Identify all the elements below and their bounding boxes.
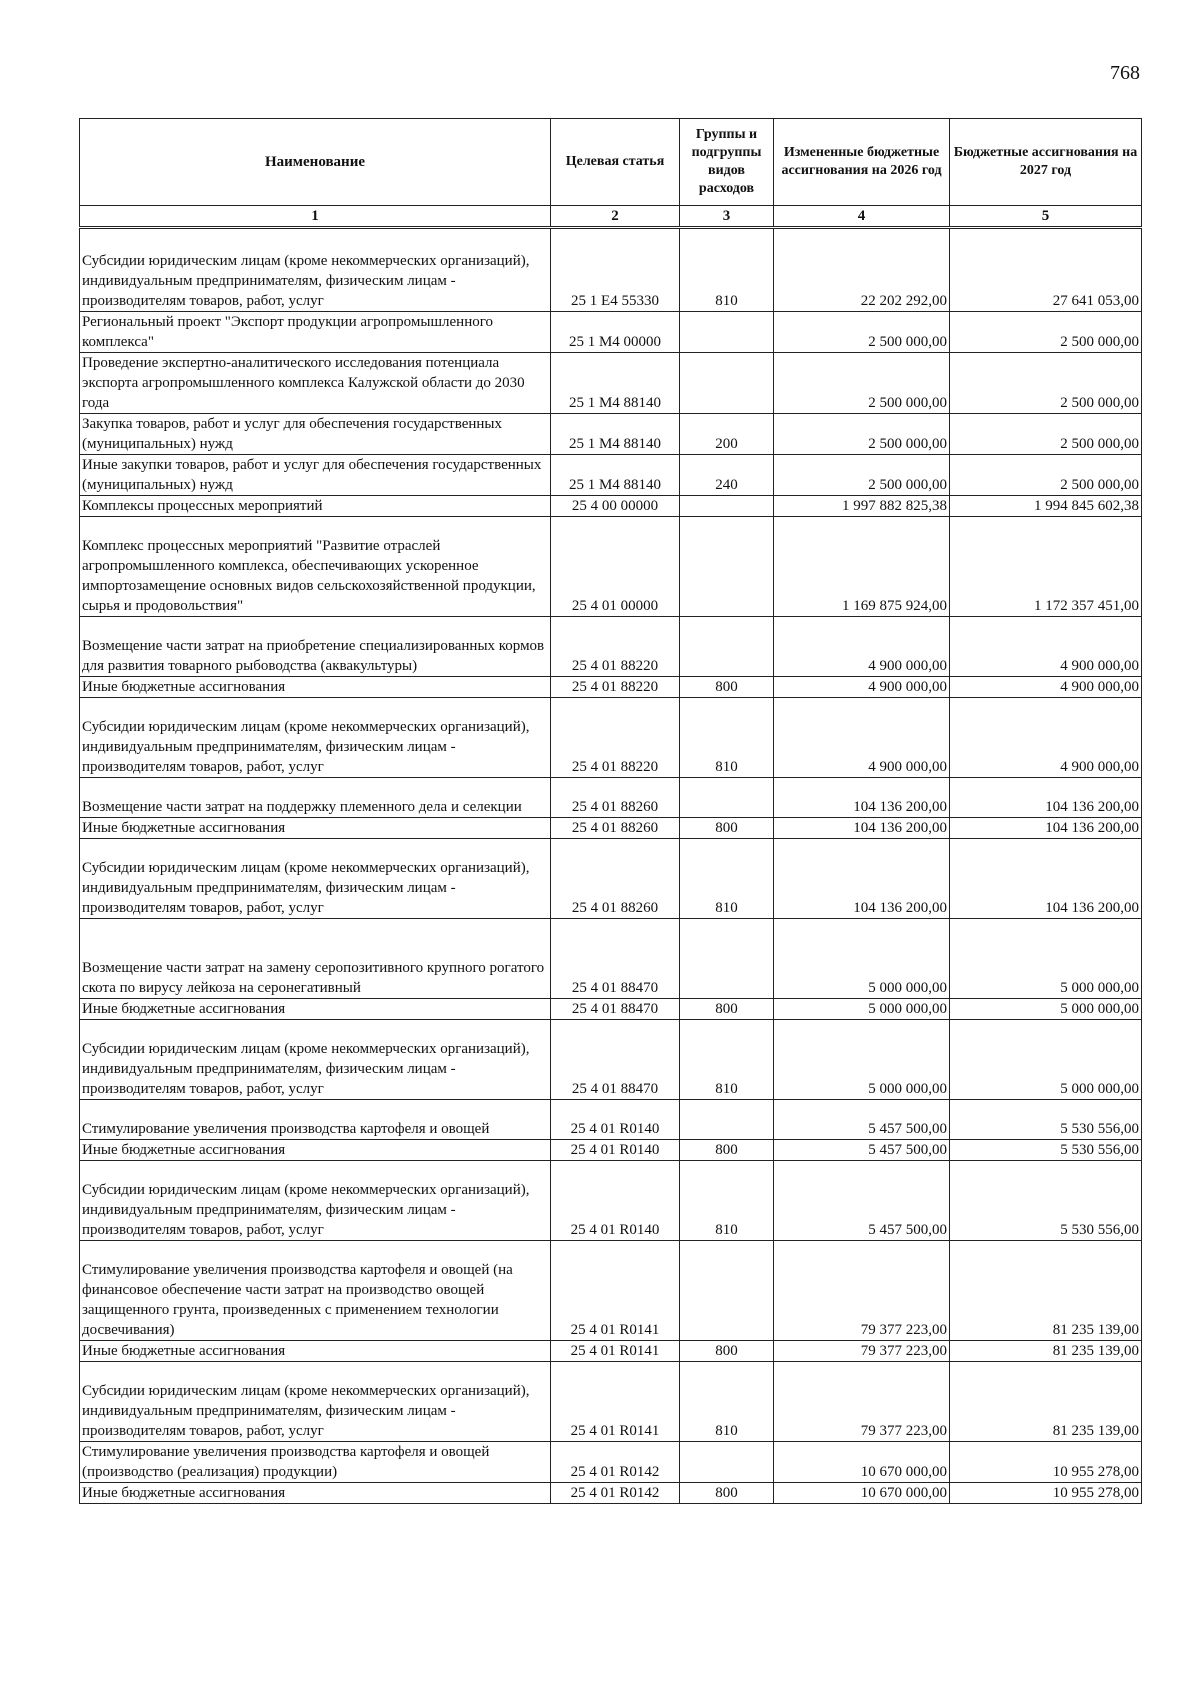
row-amount-2026: 2 500 000,00: [774, 353, 950, 414]
row-expense-group: [680, 919, 774, 999]
column-number: 3: [680, 206, 774, 228]
row-expense-group: 200: [680, 414, 774, 455]
row-expense-group: 810: [680, 1362, 774, 1442]
row-amount-2026: 10 670 000,00: [774, 1442, 950, 1483]
table-row: [80, 1341, 1142, 1362]
table-row: [80, 228, 1142, 312]
header-name: Наименование: [80, 119, 551, 206]
row-name: Субсидии юридическим лицам (кроме некоммерческих организаций), индивидуальным предпринимателям, физическим лицам - производителям товаров, работ, услуг: [80, 1020, 551, 1100]
table-row: [80, 1140, 1142, 1161]
row-expense-group: 800: [680, 1341, 774, 1362]
row-amount-2026: 4 900 000,00: [774, 698, 950, 778]
table-row: [80, 1161, 1142, 1241]
row-target-article: 25 1 M4 00000: [551, 312, 680, 353]
row-expense-group: 810: [680, 228, 774, 312]
row-expense-group: [680, 312, 774, 353]
row-target-article: 25 4 01 88470: [551, 999, 680, 1020]
table-row: [80, 312, 1142, 353]
table-row: [80, 1241, 1142, 1341]
row-target-article: 25 4 01 88470: [551, 1020, 680, 1100]
budget-table: [79, 118, 1142, 1504]
row-amount-2026: 4 900 000,00: [774, 677, 950, 698]
table-row: [80, 1020, 1142, 1100]
row-expense-group: 800: [680, 818, 774, 839]
row-amount-2026: 2 500 000,00: [774, 414, 950, 455]
row-target-article: 25 4 01 R0140: [551, 1100, 680, 1140]
row-amount-2027: 5 000 000,00: [950, 999, 1142, 1020]
row-amount-2027: 5 530 556,00: [950, 1161, 1142, 1241]
row-name: Проведение экспертно-аналитического исследования потенциала экспорта агропромышленного комплекса Калужской области до 2030 года: [80, 353, 551, 414]
table-row: [80, 1483, 1142, 1504]
row-name: Возмещение части затрат на поддержку племенного дела и селекции: [80, 778, 551, 818]
row-name: Субсидии юридическим лицам (кроме некоммерческих организаций), индивидуальным предпринимателям, физическим лицам - производителям товаров, работ, услуг: [80, 839, 551, 919]
row-target-article: 25 4 01 88470: [551, 919, 680, 999]
row-expense-group: [680, 1241, 774, 1341]
row-target-article: 25 4 01 88220: [551, 698, 680, 778]
row-name: Стимулирование увеличения производства картофеля и овощей (на финансовое обеспечение части затрат на производство овощей защищенного грунта, произведенных с применением технологии досвечивания): [80, 1241, 551, 1341]
column-number-row: [80, 206, 1142, 228]
row-name: Региональный проект "Экспорт продукции агропромышленного комплекса": [80, 312, 551, 353]
row-name: Стимулирование увеличения производства картофеля и овощей (производство (реализация) продукции): [80, 1442, 551, 1483]
row-target-article: 25 4 01 88260: [551, 818, 680, 839]
page-number: 768: [1110, 62, 1140, 84]
row-expense-group: 800: [680, 1140, 774, 1161]
row-amount-2027: 2 500 000,00: [950, 353, 1142, 414]
row-name: Иные бюджетные ассигнования: [80, 999, 551, 1020]
row-target-article: 25 1 M4 88140: [551, 414, 680, 455]
table-body: [80, 228, 1142, 1504]
row-target-article: 25 1 M4 88140: [551, 455, 680, 496]
row-amount-2026: 5 457 500,00: [774, 1161, 950, 1241]
row-target-article: 25 4 01 R0142: [551, 1483, 680, 1504]
row-expense-group: 240: [680, 455, 774, 496]
header-target-article: Целевая статья: [551, 119, 680, 206]
row-name: Комплексы процессных мероприятий: [80, 496, 551, 517]
table-row: [80, 919, 1142, 999]
row-amount-2026: 5 457 500,00: [774, 1100, 950, 1140]
row-amount-2027: 5 530 556,00: [950, 1140, 1142, 1161]
row-amount-2027: 2 500 000,00: [950, 414, 1142, 455]
table-row: [80, 455, 1142, 496]
column-number: 5: [950, 206, 1142, 228]
row-amount-2026: 104 136 200,00: [774, 778, 950, 818]
row-amount-2026: 79 377 223,00: [774, 1241, 950, 1341]
row-target-article: 25 4 01 R0140: [551, 1161, 680, 1241]
row-expense-group: [680, 1442, 774, 1483]
row-amount-2027: 10 955 278,00: [950, 1483, 1142, 1504]
row-name: Иные бюджетные ассигнования: [80, 1140, 551, 1161]
row-target-article: 25 4 01 R0141: [551, 1362, 680, 1442]
row-amount-2027: 1 994 845 602,38: [950, 496, 1142, 517]
row-amount-2026: 79 377 223,00: [774, 1341, 950, 1362]
row-name: Закупка товаров, работ и услуг для обеспечения государственных (муниципальных) нужд: [80, 414, 551, 455]
row-amount-2027: 5 000 000,00: [950, 1020, 1142, 1100]
table-row: [80, 1442, 1142, 1483]
row-expense-group: 810: [680, 1161, 774, 1241]
row-expense-group: 810: [680, 839, 774, 919]
table-row: [80, 839, 1142, 919]
row-amount-2027: 5 000 000,00: [950, 919, 1142, 999]
row-amount-2026: 4 900 000,00: [774, 617, 950, 677]
row-name: Иные закупки товаров, работ и услуг для обеспечения государственных (муниципальных) нужд: [80, 455, 551, 496]
row-amount-2027: 104 136 200,00: [950, 839, 1142, 919]
header-expense-group: Группы и подгруппы видов расходов: [680, 119, 774, 206]
table-row: [80, 778, 1142, 818]
row-name: Субсидии юридическим лицам (кроме некоммерческих организаций), индивидуальным предпринимателям, физическим лицам - производителям товаров, работ, услуг: [80, 698, 551, 778]
row-amount-2027: 5 530 556,00: [950, 1100, 1142, 1140]
table-header: [80, 119, 1142, 228]
table-row: [80, 414, 1142, 455]
row-expense-group: 810: [680, 698, 774, 778]
row-expense-group: [680, 1100, 774, 1140]
row-expense-group: [680, 778, 774, 818]
row-amount-2026: 5 457 500,00: [774, 1140, 950, 1161]
table-row: [80, 818, 1142, 839]
row-target-article: 25 4 00 00000: [551, 496, 680, 517]
column-number: 1: [80, 206, 551, 228]
row-target-article: 25 4 01 00000: [551, 517, 680, 617]
row-amount-2026: 104 136 200,00: [774, 839, 950, 919]
table-row: [80, 353, 1142, 414]
row-amount-2026: 22 202 292,00: [774, 228, 950, 312]
row-expense-group: 800: [680, 1483, 774, 1504]
header-amount-2026: Измененные бюджетные ассигнования на 2026 год: [774, 119, 950, 206]
header-row: [80, 119, 1142, 206]
row-amount-2026: 10 670 000,00: [774, 1483, 950, 1504]
row-expense-group: 800: [680, 999, 774, 1020]
row-name: Иные бюджетные ассигнования: [80, 1341, 551, 1362]
row-amount-2027: 104 136 200,00: [950, 778, 1142, 818]
row-amount-2027: 4 900 000,00: [950, 698, 1142, 778]
table-row: [80, 698, 1142, 778]
row-target-article: 25 4 01 R0142: [551, 1442, 680, 1483]
row-target-article: 25 4 01 88220: [551, 677, 680, 698]
table-row: [80, 999, 1142, 1020]
row-amount-2027: 2 500 000,00: [950, 455, 1142, 496]
row-amount-2027: 2 500 000,00: [950, 312, 1142, 353]
row-name: Стимулирование увеличения производства картофеля и овощей: [80, 1100, 551, 1140]
row-name: Субсидии юридическим лицам (кроме некоммерческих организаций), индивидуальным предпринимателям, физическим лицам - производителям товаров, работ, услуг: [80, 1161, 551, 1241]
row-expense-group: [680, 353, 774, 414]
header-amount-2027: Бюджетные ассигнования на 2027 год: [950, 119, 1142, 206]
row-name: Субсидии юридическим лицам (кроме некоммерческих организаций), индивидуальным предпринимателям, физическим лицам - производителям товаров, работ, услуг: [80, 228, 551, 312]
column-number: 2: [551, 206, 680, 228]
row-target-article: 25 4 01 R0141: [551, 1241, 680, 1341]
row-name: Возмещение части затрат на замену серопозитивного крупного рогатого скота по вирусу лейкоза на серонегативный: [80, 919, 551, 999]
row-target-article: 25 4 01 88220: [551, 617, 680, 677]
row-target-article: 25 4 01 R0140: [551, 1140, 680, 1161]
row-target-article: 25 4 01 R0141: [551, 1341, 680, 1362]
row-amount-2027: 4 900 000,00: [950, 617, 1142, 677]
row-amount-2026: 5 000 000,00: [774, 919, 950, 999]
row-amount-2026: 2 500 000,00: [774, 455, 950, 496]
table-row: [80, 1362, 1142, 1442]
table-row: [80, 677, 1142, 698]
row-expense-group: [680, 617, 774, 677]
row-target-article: 25 1 M4 88140: [551, 353, 680, 414]
row-name: Иные бюджетные ассигнования: [80, 1483, 551, 1504]
row-amount-2026: 1 169 875 924,00: [774, 517, 950, 617]
row-amount-2026: 5 000 000,00: [774, 999, 950, 1020]
row-expense-group: 810: [680, 1020, 774, 1100]
row-target-article: 25 4 01 88260: [551, 778, 680, 818]
row-amount-2026: 2 500 000,00: [774, 312, 950, 353]
row-name: Возмещение части затрат на приобретение специализированных кормов для развития товарного рыбоводства (аквакультуры): [80, 617, 551, 677]
row-amount-2027: 81 235 139,00: [950, 1241, 1142, 1341]
row-amount-2026: 5 000 000,00: [774, 1020, 950, 1100]
row-amount-2026: 104 136 200,00: [774, 818, 950, 839]
row-target-article: 25 4 01 88260: [551, 839, 680, 919]
row-amount-2027: 10 955 278,00: [950, 1442, 1142, 1483]
row-expense-group: [680, 517, 774, 617]
row-amount-2027: 4 900 000,00: [950, 677, 1142, 698]
column-number: 4: [774, 206, 950, 228]
row-amount-2026: 79 377 223,00: [774, 1362, 950, 1442]
row-amount-2027: 81 235 139,00: [950, 1362, 1142, 1442]
row-name: Иные бюджетные ассигнования: [80, 677, 551, 698]
row-name: Комплекс процессных мероприятий "Развитие отраслей агропромышленного комплекса, обеспечивающих ускоренное импортозамещение основных видов сельскохозяйственной продукции, сырья и продовольствия": [80, 517, 551, 617]
row-amount-2027: 81 235 139,00: [950, 1341, 1142, 1362]
row-expense-group: 800: [680, 677, 774, 698]
row-amount-2027: 104 136 200,00: [950, 818, 1142, 839]
row-amount-2027: 27 641 053,00: [950, 228, 1142, 312]
row-expense-group: [680, 496, 774, 517]
table-row: [80, 496, 1142, 517]
row-name: Иные бюджетные ассигнования: [80, 818, 551, 839]
table-row: [80, 617, 1142, 677]
row-target-article: 25 1 E4 55330: [551, 228, 680, 312]
row-amount-2026: 1 997 882 825,38: [774, 496, 950, 517]
row-amount-2027: 1 172 357 451,00: [950, 517, 1142, 617]
table-row: [80, 517, 1142, 617]
table-row: [80, 1100, 1142, 1140]
row-name: Субсидии юридическим лицам (кроме некоммерческих организаций), индивидуальным предпринимателям, физическим лицам - производителям товаров, работ, услуг: [80, 1362, 551, 1442]
